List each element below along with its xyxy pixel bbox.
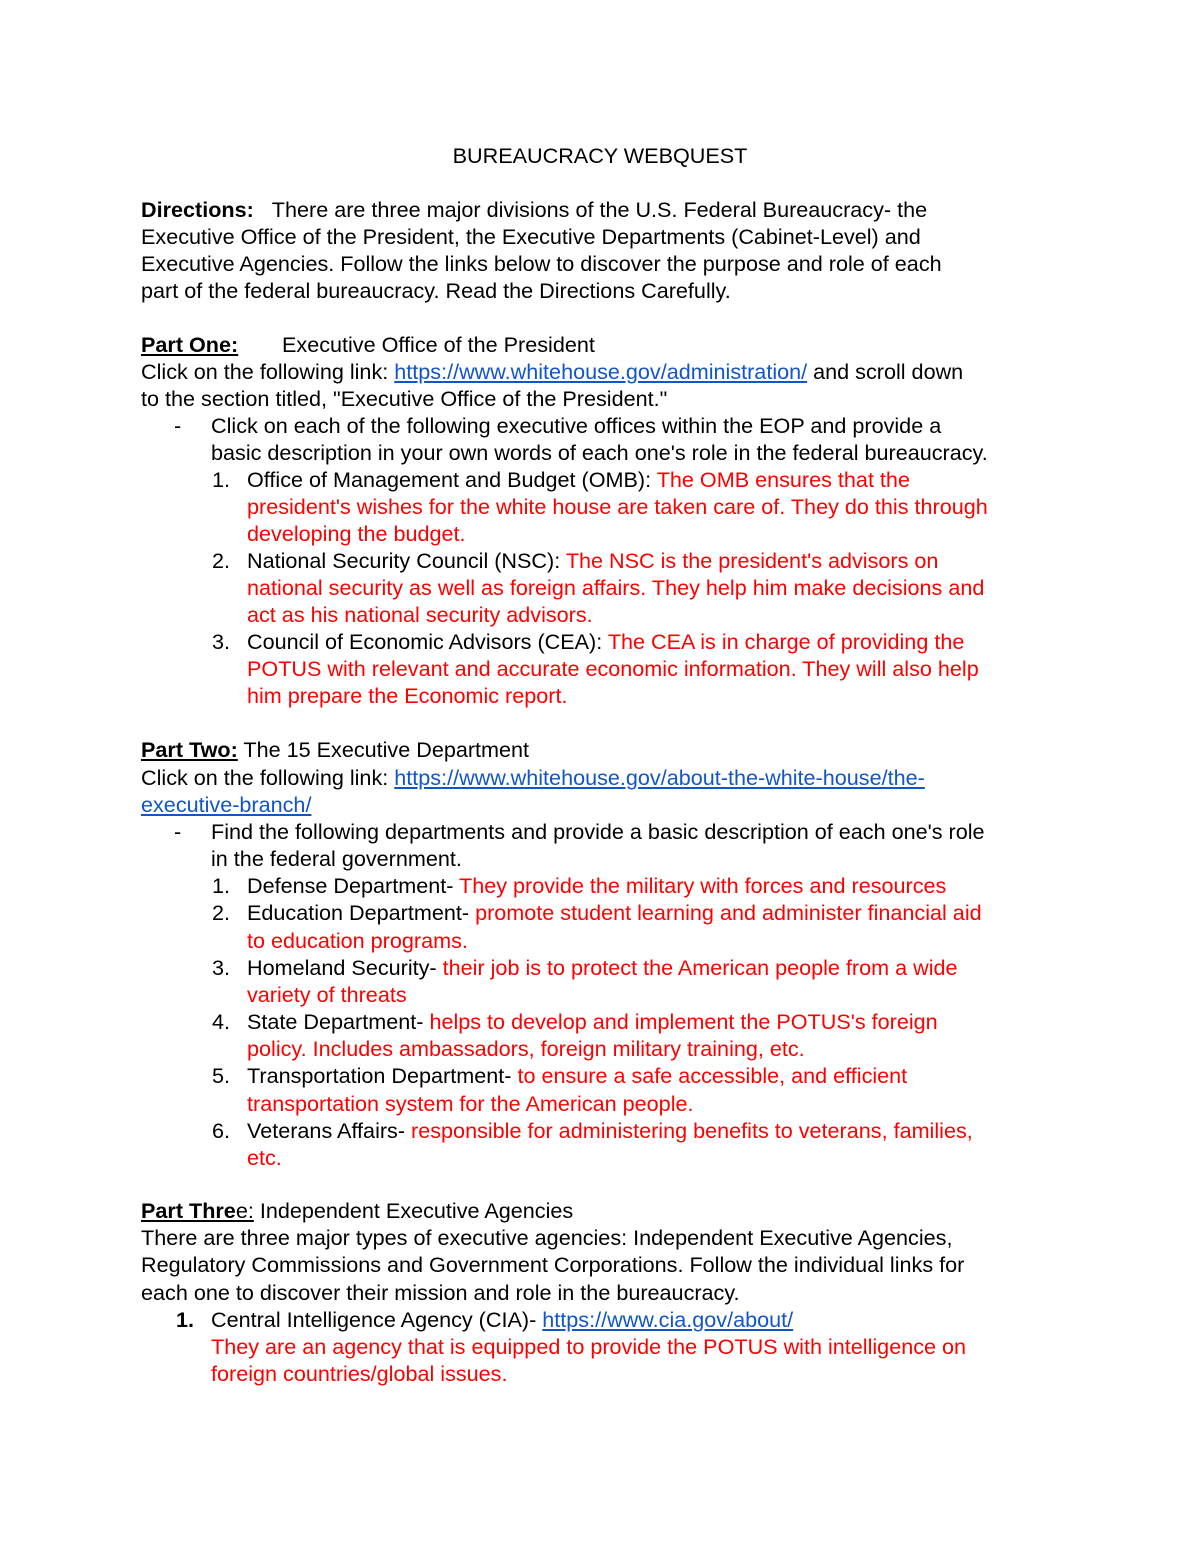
answer-line: POTUS with relevant and accurate economic information. They will also help xyxy=(247,656,979,681)
directions-line-1: Directions: There are three major divisions of the U.S. Federal Bureaucracy- the xyxy=(141,197,928,222)
list-item-omb: Office of Management and Budget (OMB): The OMB ensures that the xyxy=(247,467,910,492)
directions-label: Directions: xyxy=(141,197,254,222)
part-two-heading xyxy=(141,736,529,763)
part-one-heading xyxy=(141,331,238,358)
list-number: 6. xyxy=(212,1118,231,1143)
list-number: 2. xyxy=(212,900,231,925)
part-three-title: Independent Executive Agencies xyxy=(253,1198,574,1223)
bullet-dash: - xyxy=(174,819,182,844)
part-one-label: Part One: xyxy=(141,332,239,357)
list-item-defense: Defense Department- They provide the military with forces and resources xyxy=(247,873,947,898)
list-number: 2. xyxy=(212,548,231,573)
answer-line: to education programs. xyxy=(247,928,468,953)
list-number: 1. xyxy=(176,1307,195,1332)
part-three-line-2: Regulatory Commissions and Government Corporations. Follow the individual links for xyxy=(141,1252,965,1277)
list-number: 5. xyxy=(212,1063,231,1088)
part-two-label: Part Two: xyxy=(141,737,238,762)
part-two-instruction-2: in the federal government. xyxy=(211,846,462,871)
directions-line-2: Executive Office of the President, the Executive Departments (Cabinet-Level) and xyxy=(141,224,921,249)
list-item-state: State Department- helps to develop and implement the POTUS's foreign xyxy=(247,1009,938,1034)
part-one-instruction-2: basic description in your own words of each one's role in the federal bureaucracy. xyxy=(211,440,988,465)
part-one-link-line: Click on the following link: https://www.whitehouse.gov/administration/ and scroll down xyxy=(141,359,964,384)
directions-line-4: part of the federal bureaucracy. Read the Directions Carefully. xyxy=(141,278,731,303)
part-one-title: Executive Office of the President xyxy=(282,332,595,357)
answer-line: him prepare the Economic report. xyxy=(247,683,568,708)
eop-link[interactable]: https://www.whitehouse.gov/administration/ xyxy=(394,359,808,384)
part-three-label: Part Three: xyxy=(141,1198,254,1223)
list-item-homeland: Homeland Security- their job is to protect the American people from a wide xyxy=(247,955,958,980)
directions-line-3: Executive Agencies. Follow the links below to discover the purpose and role of each xyxy=(141,251,942,276)
list-item-education: Education Department- promote student learning and administer financial aid xyxy=(247,900,982,925)
list-number: 3. xyxy=(212,629,231,654)
executive-branch-link[interactable]: https://www.whitehouse.gov/about-the-white-house/the- xyxy=(394,765,925,790)
list-item-transportation: Transportation Department- to ensure a safe accessible, and efficient xyxy=(247,1063,908,1088)
part-two-title: The 15 Executive Department xyxy=(237,737,530,762)
list-item-veterans: Veterans Affairs- responsible for administering benefits to veterans, families, xyxy=(247,1118,973,1143)
answer-line: national security as well as foreign affairs. They help him make decisions and xyxy=(247,575,985,600)
part-three-line-3: each one to discover their mission and role in the bureaucracy. xyxy=(141,1280,740,1305)
answer-line: developing the budget. xyxy=(247,521,466,546)
list-item-cea: Council of Economic Advisors (CEA): The CEA is in charge of providing the xyxy=(247,629,965,654)
answer-line: transportation system for the American people. xyxy=(247,1091,694,1116)
answer-line: etc. xyxy=(247,1145,282,1170)
list-number: 3. xyxy=(212,955,231,980)
list-number: 1. xyxy=(212,873,231,898)
answer-line: variety of threats xyxy=(247,982,407,1007)
list-item-cia: Central Intelligence Agency (CIA)- https://www.cia.gov/about/ xyxy=(211,1307,794,1332)
bullet-dash: - xyxy=(174,413,182,438)
part-one-link-line-2: to the section titled, "Executive Office of the President." xyxy=(141,386,668,411)
part-one-instruction-1: Click on each of the following executive offices within the EOP and provide a xyxy=(211,413,942,438)
part-two-instruction-1: Find the following departments and provide a basic description of each one's role xyxy=(211,819,985,844)
answer-line: foreign countries/global issues. xyxy=(211,1361,508,1386)
part-two-link-line: Click on the following link: https://www.whitehouse.gov/about-the-white-house/the- xyxy=(141,765,925,790)
answer-line: act as his national security advisors. xyxy=(247,602,593,627)
answer-line: president's wishes for the white house are taken care of. They do this through xyxy=(247,494,988,519)
part-three-line-1: There are three major types of executive agencies: Independent Executive Agencies, xyxy=(141,1225,953,1250)
answer-line: They are an agency that is equipped to provide the POTUS with intelligence on xyxy=(211,1334,967,1359)
list-number: 4. xyxy=(212,1009,231,1034)
executive-branch-link-cont[interactable]: executive-branch/ xyxy=(141,792,312,817)
page-title: BUREAUCRACY WEBQUEST xyxy=(452,143,748,168)
list-number: 1. xyxy=(212,467,231,492)
answer-line: policy. Includes ambassadors, foreign military training, etc. xyxy=(247,1036,805,1061)
list-item-nsc: National Security Council (NSC): The NSC is the president's advisors on xyxy=(247,548,939,573)
cia-link[interactable]: https://www.cia.gov/about/ xyxy=(542,1307,794,1332)
part-three-heading xyxy=(141,1197,573,1224)
